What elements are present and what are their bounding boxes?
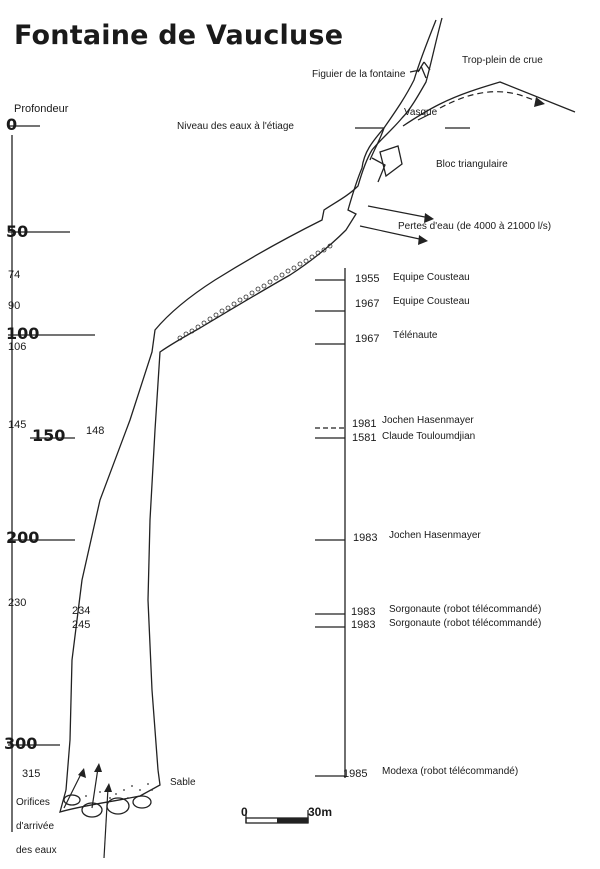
depth-major-300: 300 bbox=[4, 734, 38, 753]
dive-year-2: 1967 bbox=[355, 298, 380, 310]
dive-event-7: Sorgonaute (robot télécommandé) bbox=[389, 604, 542, 615]
dive-year-4: 1981 bbox=[352, 418, 377, 430]
dive-event-3: Télénaute bbox=[393, 330, 438, 341]
shaft-depth-245: 245 bbox=[72, 619, 91, 631]
label-profondeur: Profondeur bbox=[14, 103, 69, 115]
depth-major-0: 0 bbox=[6, 115, 18, 134]
dive-event-9: Modexa (robot télécommandé) bbox=[382, 766, 519, 777]
depth-minor-74: 74 bbox=[8, 269, 21, 281]
depth-major-200: 200 bbox=[6, 528, 40, 547]
inflow-arrow-3 bbox=[104, 788, 108, 858]
dive-year-9: 1985 bbox=[343, 768, 368, 780]
dive-event-1: Equipe Cousteau bbox=[393, 272, 470, 283]
dive-year-8: 1983 bbox=[351, 619, 376, 631]
cave-wall-right bbox=[148, 20, 436, 770]
label-orifices-3: des eaux bbox=[16, 845, 57, 856]
dive-event-8: Sorgonaute (robot télécommandé) bbox=[389, 618, 542, 629]
label-pertes: Pertes d'eau (de 4000 à 21000 l/s) bbox=[398, 221, 552, 232]
label-vasque: Vasque bbox=[404, 107, 438, 118]
dive-year-3: 1967 bbox=[355, 333, 380, 345]
scale-bar-end: 30m bbox=[308, 805, 333, 819]
dive-event-6: Jochen Hasenmayer bbox=[389, 530, 481, 541]
label-niveau: Niveau des eaux à l'étiage bbox=[177, 121, 294, 132]
dive-event-5: Claude Touloumdjian bbox=[382, 431, 476, 442]
diagram-title: Fontaine de Vaucluse bbox=[14, 20, 344, 51]
dive-year-5: 1581 bbox=[352, 432, 377, 444]
label-trop-plein: Trop-plein de crue bbox=[462, 55, 543, 66]
depth-minor-145: 145 bbox=[8, 419, 27, 431]
scale-bar-start: 0 bbox=[241, 805, 248, 819]
dive-event-2: Equipe Cousteau bbox=[393, 296, 470, 307]
pebble-line bbox=[178, 244, 332, 340]
depth-major-150: 150 bbox=[32, 426, 66, 445]
label-figuier: Figuier de la fontaine bbox=[312, 69, 406, 80]
depth-major-100: 100 bbox=[6, 324, 40, 343]
bloc-triangulaire bbox=[380, 146, 402, 176]
pertes-arrow-1 bbox=[368, 206, 430, 218]
depth-major-50: 50 bbox=[6, 222, 29, 241]
depth-minor-230: 230 bbox=[8, 597, 27, 609]
shaft-depth-234: 234 bbox=[72, 605, 91, 617]
depth-minor-106: 106 bbox=[8, 341, 27, 353]
dive-event-4: Jochen Hasenmayer bbox=[382, 415, 474, 426]
depth-minor-315: 315 bbox=[22, 768, 41, 780]
inflow-arrow-2 bbox=[92, 768, 98, 808]
vasque-surface bbox=[403, 82, 575, 126]
cave-wall-left bbox=[66, 18, 442, 790]
label-orifices-2: d'arrivée bbox=[16, 821, 55, 832]
shaft-depth-148: 148 bbox=[86, 425, 105, 437]
dive-year-7: 1983 bbox=[351, 606, 376, 618]
label-orifices-1: Orifices bbox=[16, 797, 50, 808]
dive-year-6: 1983 bbox=[353, 532, 378, 544]
label-bloc: Bloc triangulaire bbox=[436, 159, 508, 170]
depth-minor-90: 90 bbox=[8, 300, 21, 312]
dive-year-1: 1955 bbox=[355, 273, 380, 285]
label-sable: Sable bbox=[170, 777, 196, 788]
